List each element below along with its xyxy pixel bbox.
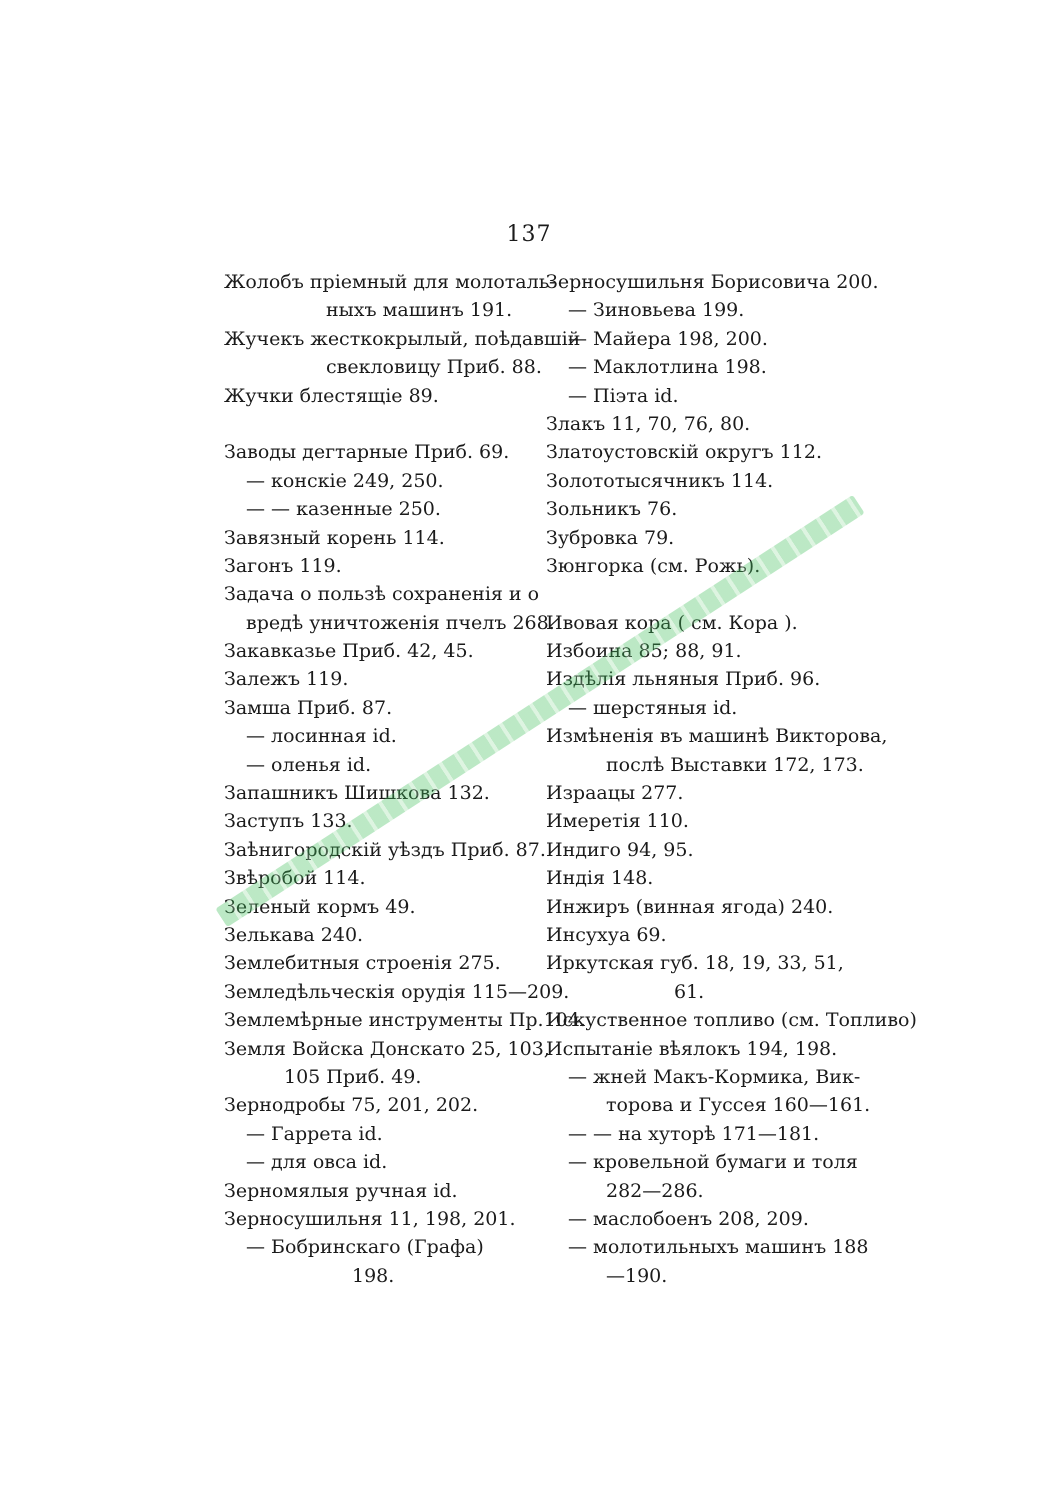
index-entry: Индиго 94, 95. bbox=[546, 838, 694, 861]
index-entry: — Майера 198, 200. bbox=[568, 327, 768, 350]
index-entry: — для овса id. bbox=[246, 1151, 388, 1174]
index-entry: Зубровка 79. bbox=[546, 526, 675, 549]
index-entry: Инжиръ (винная ягода) 240. bbox=[546, 895, 834, 918]
index-entry: Зюнгорка (см. Рожь). bbox=[546, 554, 761, 577]
index-entry: Искуственное топливо (см. Топливо) bbox=[546, 1009, 917, 1032]
index-entry: послѣ Выставки 172, 173. bbox=[606, 753, 864, 776]
index-entry: 282—286. bbox=[606, 1179, 704, 1202]
index-entry: вредѣ уничтоженія пчелъ 268. bbox=[246, 611, 555, 634]
index-entry: Зернодробы 75, 201, 202. bbox=[224, 1094, 479, 1117]
index-entry: Зелькава 240. bbox=[224, 923, 364, 946]
index-entry: Зерномялыя ручная id. bbox=[224, 1179, 458, 1202]
index-entry: — шерстяныя id. bbox=[568, 696, 738, 719]
index-column-left bbox=[224, 268, 586, 1290]
index-entry: Закавказье Приб. 42, 45. bbox=[224, 640, 474, 663]
index-entry: Имеретія 110. bbox=[546, 810, 689, 833]
index-entry: — лосинная id. bbox=[246, 725, 397, 748]
index-entry: Златоустовскій округъ 112. bbox=[546, 441, 822, 464]
index-entry: 198. bbox=[352, 1264, 395, 1287]
index-entry: Золототысячникъ 114. bbox=[546, 469, 774, 492]
index-entry: — Піэта id. bbox=[568, 384, 679, 407]
index-entry: — Маклотлина 198. bbox=[568, 356, 767, 379]
index-entry: Замша Приб. 87. bbox=[224, 696, 393, 719]
index-entry: Израацы 277. bbox=[546, 782, 684, 805]
index-entry: Заѣнигородскій уѣздъ Приб. 87. bbox=[224, 838, 546, 861]
index-gap bbox=[546, 580, 864, 608]
index-gap bbox=[224, 410, 544, 438]
index-entry: — кровельной бумаги и толя bbox=[568, 1151, 858, 1174]
index-entry: —190. bbox=[606, 1264, 668, 1287]
index-entry: — Бобринскаго (Графа) bbox=[246, 1236, 484, 1259]
index-entry: — оленья id. bbox=[246, 753, 372, 776]
index-entry: Землебитныя строенія 275. bbox=[224, 952, 501, 975]
index-entry: 105 Приб. 49. bbox=[284, 1065, 422, 1088]
index-entry: ныхъ машинъ 191. bbox=[326, 299, 513, 322]
index-entry: Злакъ 11, 70, 76, 80. bbox=[546, 412, 751, 435]
index-entry: Жучки блестящіе 89. bbox=[224, 384, 439, 407]
index-entry: — маслобоенъ 208, 209. bbox=[568, 1207, 809, 1230]
index-entry: Земля Войска Донскато 25, 103, bbox=[224, 1037, 550, 1060]
index-entry: Заводы дегтарные Приб. 69. bbox=[224, 441, 510, 464]
index-entry: Жучекъ жесткокрылый, поѣдавшій bbox=[224, 327, 581, 350]
index-entry: Зерносушильня 11, 198, 201. bbox=[224, 1207, 516, 1230]
index-entry: — — на хуторѣ 171—181. bbox=[568, 1122, 820, 1145]
index-entry: Задача о пользѣ сохраненія и о bbox=[224, 583, 540, 606]
index-entry: Заступъ 133. bbox=[224, 810, 353, 833]
index-entry: Землемѣрные инструменты Пр.104. bbox=[224, 1009, 586, 1032]
index-entry: Измѣненія въ машинѣ Викторова, bbox=[546, 725, 888, 748]
index-entry: торова и Гуссея 160—161. bbox=[606, 1094, 871, 1117]
index-entry: Залежъ 119. bbox=[224, 668, 349, 691]
index-entry: Индія 148. bbox=[546, 867, 654, 890]
index-entry: Звѣробой 114. bbox=[224, 867, 366, 890]
index-entry: — — казенные 250. bbox=[246, 498, 441, 521]
index-entry: 61. bbox=[674, 980, 705, 1003]
index-entry: Издѣлія льняныя Приб. 96. bbox=[546, 668, 821, 691]
index-entry: Зольникъ 76. bbox=[546, 498, 678, 521]
index-entry: Завязный корень 114. bbox=[224, 526, 445, 549]
index-entry: Ивовая кора ( см. Кора ). bbox=[546, 611, 798, 634]
index-entry: Жолобъ пріемный для молоталь- bbox=[224, 271, 556, 293]
index-entry: Зеленый кормъ 49. bbox=[224, 895, 416, 918]
index-entry: Запашникъ Шишкова 132. bbox=[224, 782, 490, 805]
index-entry: Земледѣльческія орудія 115—209. bbox=[224, 980, 570, 1003]
index-entry: свекловицу Приб. 88. bbox=[326, 356, 542, 379]
index-entry: Инсухуа 69. bbox=[546, 923, 667, 946]
index-entry: — конскіе 249, 250. bbox=[246, 469, 444, 492]
index-entry: Загонъ 119. bbox=[224, 554, 342, 577]
index-entry: — Зиновьева 199. bbox=[568, 299, 745, 322]
index-entry: Иркутская губ. 18, 19, 33, 51, bbox=[546, 952, 844, 975]
index-entry: Избоина 85; 88, 91. bbox=[546, 640, 742, 663]
index-entry: — молотильныхъ машинъ 188 bbox=[568, 1236, 869, 1259]
index-entry: Зерносушильня Борисовича 200. bbox=[546, 271, 879, 293]
index-entry: — Гаррета id. bbox=[246, 1122, 383, 1145]
page-number: 137 bbox=[506, 222, 552, 247]
index-entry: Испытаніе вѣялокъ 194, 198. bbox=[546, 1037, 838, 1060]
index-column-right bbox=[546, 268, 917, 1290]
index-entry: — жней Макъ-Кормика, Вик- bbox=[568, 1065, 861, 1088]
